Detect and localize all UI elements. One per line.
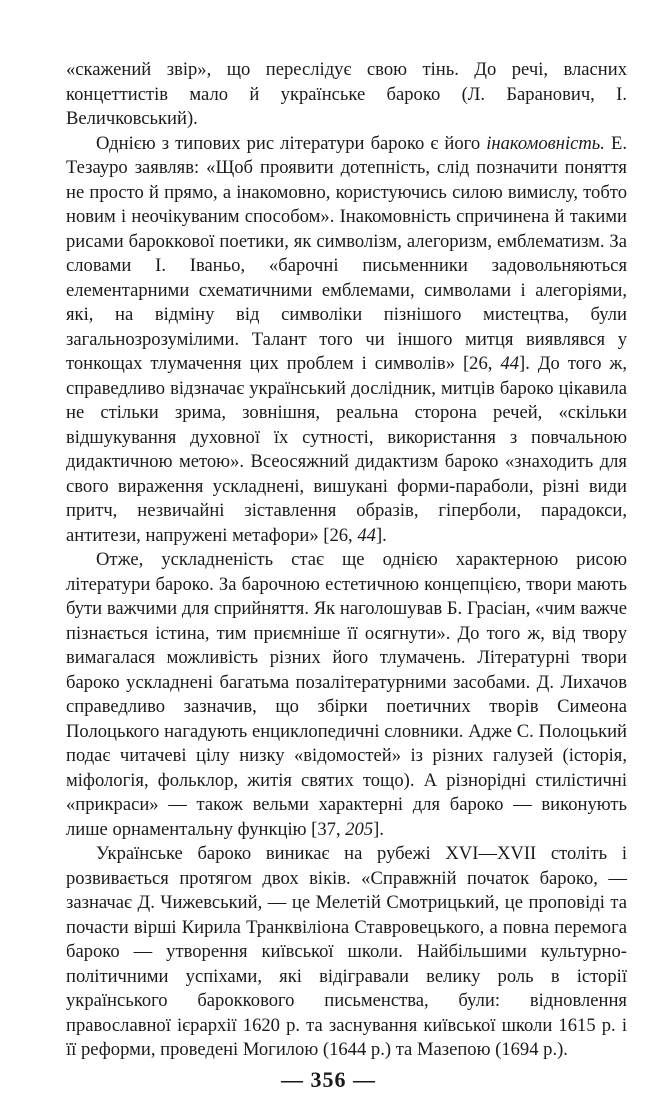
paragraph-3 (66, 548, 627, 842)
italic-run: 44 (357, 524, 376, 546)
text-run: Отже, ускладненість стає ще однією характерною рисою літератури бароко. За барочною естетичною концепцією, твори мають бути важчими для сприйняття. Як наголошував Б. Грасіан, «чим важче пізнається істина, тим приємніше її осягнути». До того ж, від твору вимагалася можливість різних його тлумачень. Літературні твори бароко ускладнені багатьма позалітературними засобами. Д. Лихачов справедливо зазначив, що збірки поетичних творів Симеона Полоцького нагадують енциклопедичні словники. Адже С. Полоцький подає читачеві цілу низку «відомостей» із різних галузей (історія, міфологія, фольклор, житія святих тощо). А різнорідні стилістичні «прикраси» — також вельми характерні для бароко — виконують лише орнаментальну функцію [37, (66, 549, 627, 840)
italic-run: 205 (345, 818, 374, 840)
text-run: ]. До того ж, справедливо відзначає український дослідник, митців бароко цікавила не стільки зрима, зовнішня, реальна сторона речей, «скільки відшукування духовної їх сутності, використання з повчальною дидактичною метою». Всеосяжний дидактизм бароко «знаходить для свого вираження ускладнені, вишукані форми-параболи, різні види притч, незвичайні зіставлення образів, гіперболи, парадокси, антитези, напружені метафори» [26, (66, 353, 627, 546)
paragraph-2 (66, 132, 627, 549)
paragraph-4 (66, 842, 627, 1063)
paragraph-1 (66, 58, 627, 132)
body-text (66, 58, 627, 1063)
italic-run: інакомовність. (486, 132, 605, 154)
text-run: Е. Тезауро заявляв: «Щоб проявити дотепність, слід позначити поняття не просто й прямо, а інакомовно, користуючись силою вимислу, тобто новим і неочікуваним способом». Інакомовність спричинена й такими рисами бароккової поетики, як символізм, алегоризм, емблематизм. За словами І. Іваньо, «барочні письменники задовольняються елементарними схематичними емблемами, символами і алегоріями, які, на відміну від символіки пізнішого мистецтва, були загальнозрозумілими. Талант того чи іншого митця виявлявся у тонкощах тлумачення цих проблем і символів» [26, (66, 132, 627, 374)
text-run: Однією з типових рис літератури бароко є його (96, 132, 487, 154)
page-number: — 356 — (281, 1067, 376, 1092)
text-run: Українське бароко виникає на рубежі XVI—XVII століть і розвивається протягом двох віків. «Справжній початок бароко, — зазначає Д. Чижевський, — це Мелетій Смотрицький, це проповіді та почасти вірші Кирила Транквіліона Ставровецького, а повна перемога бароко — утворення київської школи. Найбільшими культурно-політичними успіхами, які відігравали велику роль в історії українського бароккового письменства, були: відновлення православної ієрархії 1620 р. та заснування київської школи 1615 р. і її реформи, проведені Могилою (1644 р.) та Мазепою (1694 р.). (66, 843, 627, 1060)
text-run: «скажений звір», що переслідує свою тінь. До речі, власних концеттистів мало й українське бароко (Л. Баранович, І. Величковський). (66, 59, 627, 129)
italic-run: 44 (500, 353, 520, 374)
text-run: ]. (375, 524, 387, 546)
text-run: ]. (373, 818, 384, 840)
